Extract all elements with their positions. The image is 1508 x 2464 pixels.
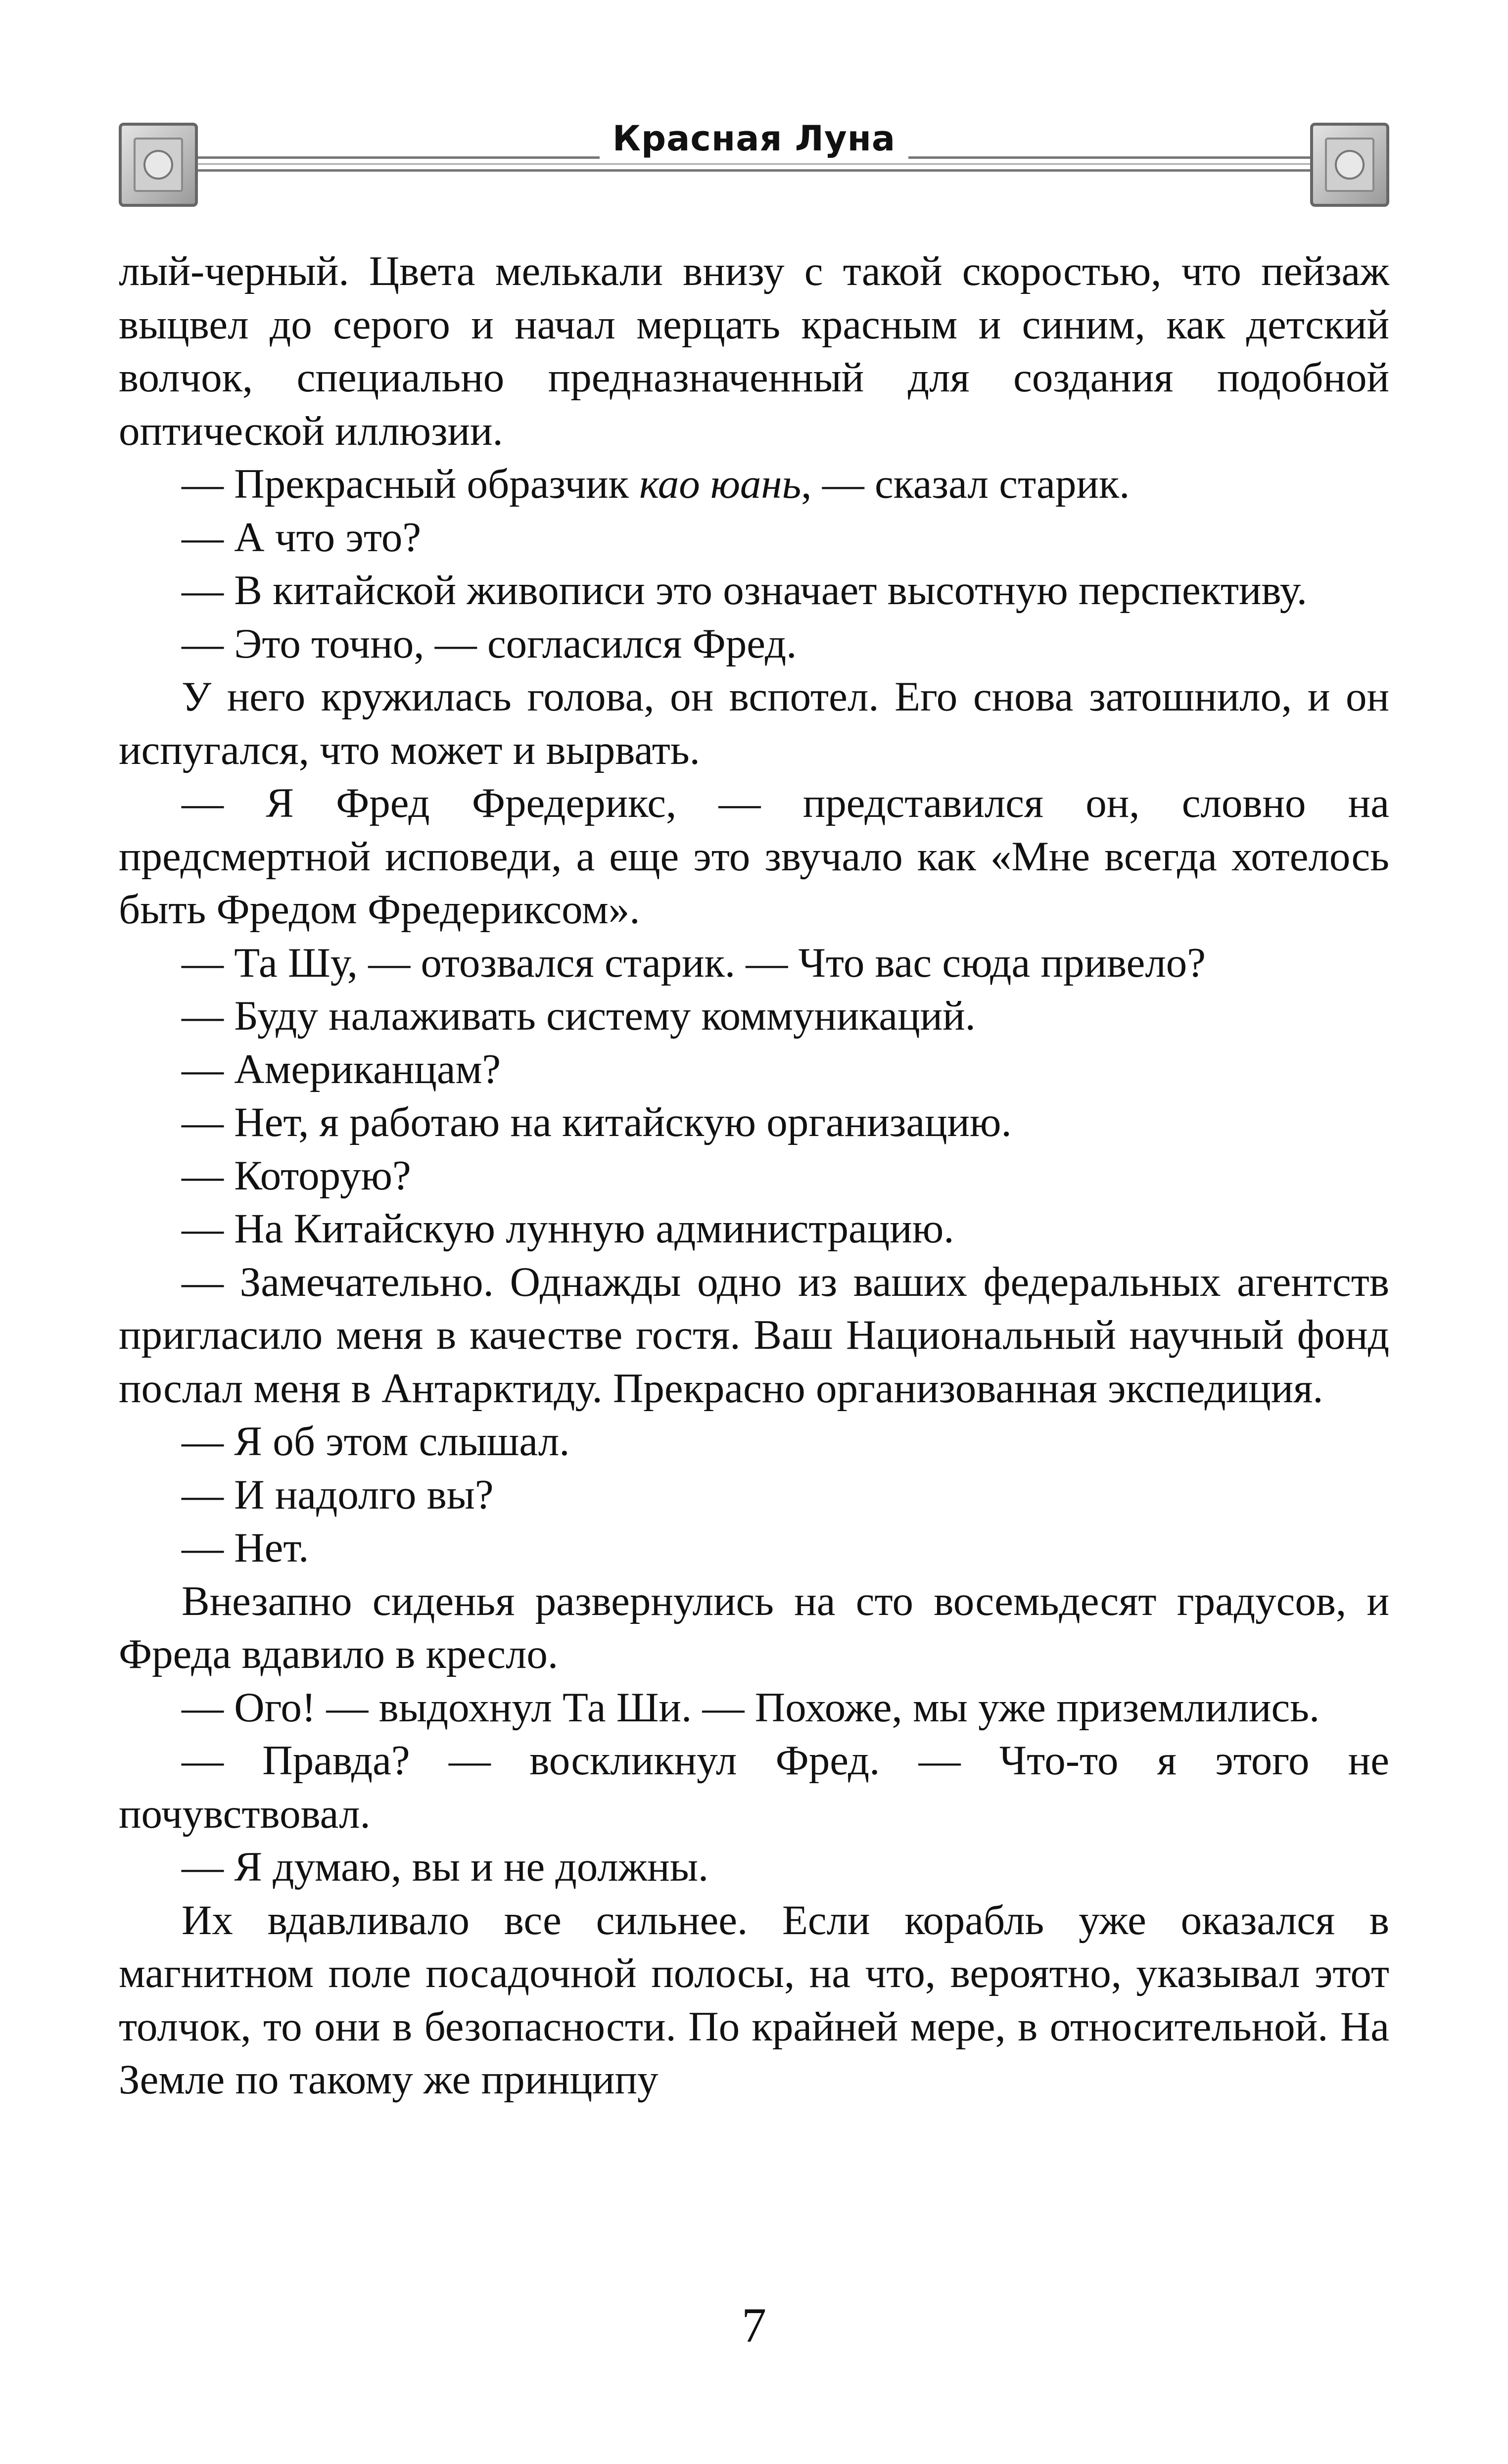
paragraph: — Я об этом слышал. xyxy=(182,1418,570,1465)
italic-term: као юань xyxy=(639,461,801,507)
paragraph: — А что это? xyxy=(182,514,422,561)
running-header xyxy=(119,114,1389,213)
paragraph: — Нет, я работаю на китайскую организацию. xyxy=(182,1099,1012,1145)
body-text xyxy=(119,245,1389,2107)
paragraph: — Ого! — выдохнул Та Ши. — Похоже, мы уже приземлились. xyxy=(182,1684,1320,1731)
paragraph: — Я Фред Фредерикс, — представился он, словно на предсмертной исповеди, а еще это звучало как «Мне всегда хотелось быть Фредом Фредериксом». xyxy=(119,780,1389,933)
paragraph: лый-черный. Цвета мелькали внизу с такой скоростью, что пейзаж выцвел до серого и начал мерцать красным и синим, как детский волчок, специально предназначенный для создания подобной оптической иллюзии. xyxy=(119,248,1389,454)
paragraph: — Прекрасный образчик као юань, — сказал старик. xyxy=(182,461,1130,507)
paragraph: — Замечательно. Однажды одно из ваших федеральных агентств пригласило меня в качестве гостя. Ваш Национальный научный фонд послал меня в Антарктиду. Прекрасно организованная экспедиция. xyxy=(119,1258,1389,1412)
paragraph: — Буду налаживать систему коммуникаций. xyxy=(182,993,976,1039)
paragraph: — Нет. xyxy=(182,1524,309,1571)
paragraph: — Я думаю, вы и не должны. xyxy=(182,1844,709,1890)
page-number: 7 xyxy=(742,2298,766,2353)
paragraph: — На Китайскую лунную администрацию. xyxy=(182,1205,954,1252)
paragraph: — Та Шу, — отозвался старик. — Что вас сюда привело? xyxy=(182,939,1206,986)
paragraph: — Правда? — воскликнул Фред. — Что-то я этого не почувствовал. xyxy=(119,1737,1389,1837)
paragraph: У него кружилась голова, он вспотел. Его снова затошнило, и он испугался, что может и вырвать. xyxy=(119,673,1389,773)
paragraph: Их вдавливало все сильнее. Если корабль уже оказался в магнитном поле посадочной полосы, на что, вероятно, указывал этот толчок, то они в безопасности. По крайней мере, в относительной. На Земле по такому же принципу xyxy=(119,1896,1389,2103)
paragraph: — В китайской живописи это означает высотную перспективу. xyxy=(182,567,1307,614)
running-title xyxy=(119,118,1389,159)
header-rule xyxy=(193,163,1315,165)
paragraph: — Американцам? xyxy=(182,1045,501,1092)
paragraph: Внезапно сиденья развернулись на сто восемьдесят градусов, и Фреда вдавило в кресло. xyxy=(119,1577,1389,1677)
paragraph: — Это точно, — согласился Фред. xyxy=(182,620,797,667)
paragraph: — Которую? xyxy=(182,1152,411,1199)
paragraph: — И надолго вы? xyxy=(182,1471,494,1518)
header-rule xyxy=(193,169,1315,172)
running-title-text: Красная Луна xyxy=(600,118,908,159)
